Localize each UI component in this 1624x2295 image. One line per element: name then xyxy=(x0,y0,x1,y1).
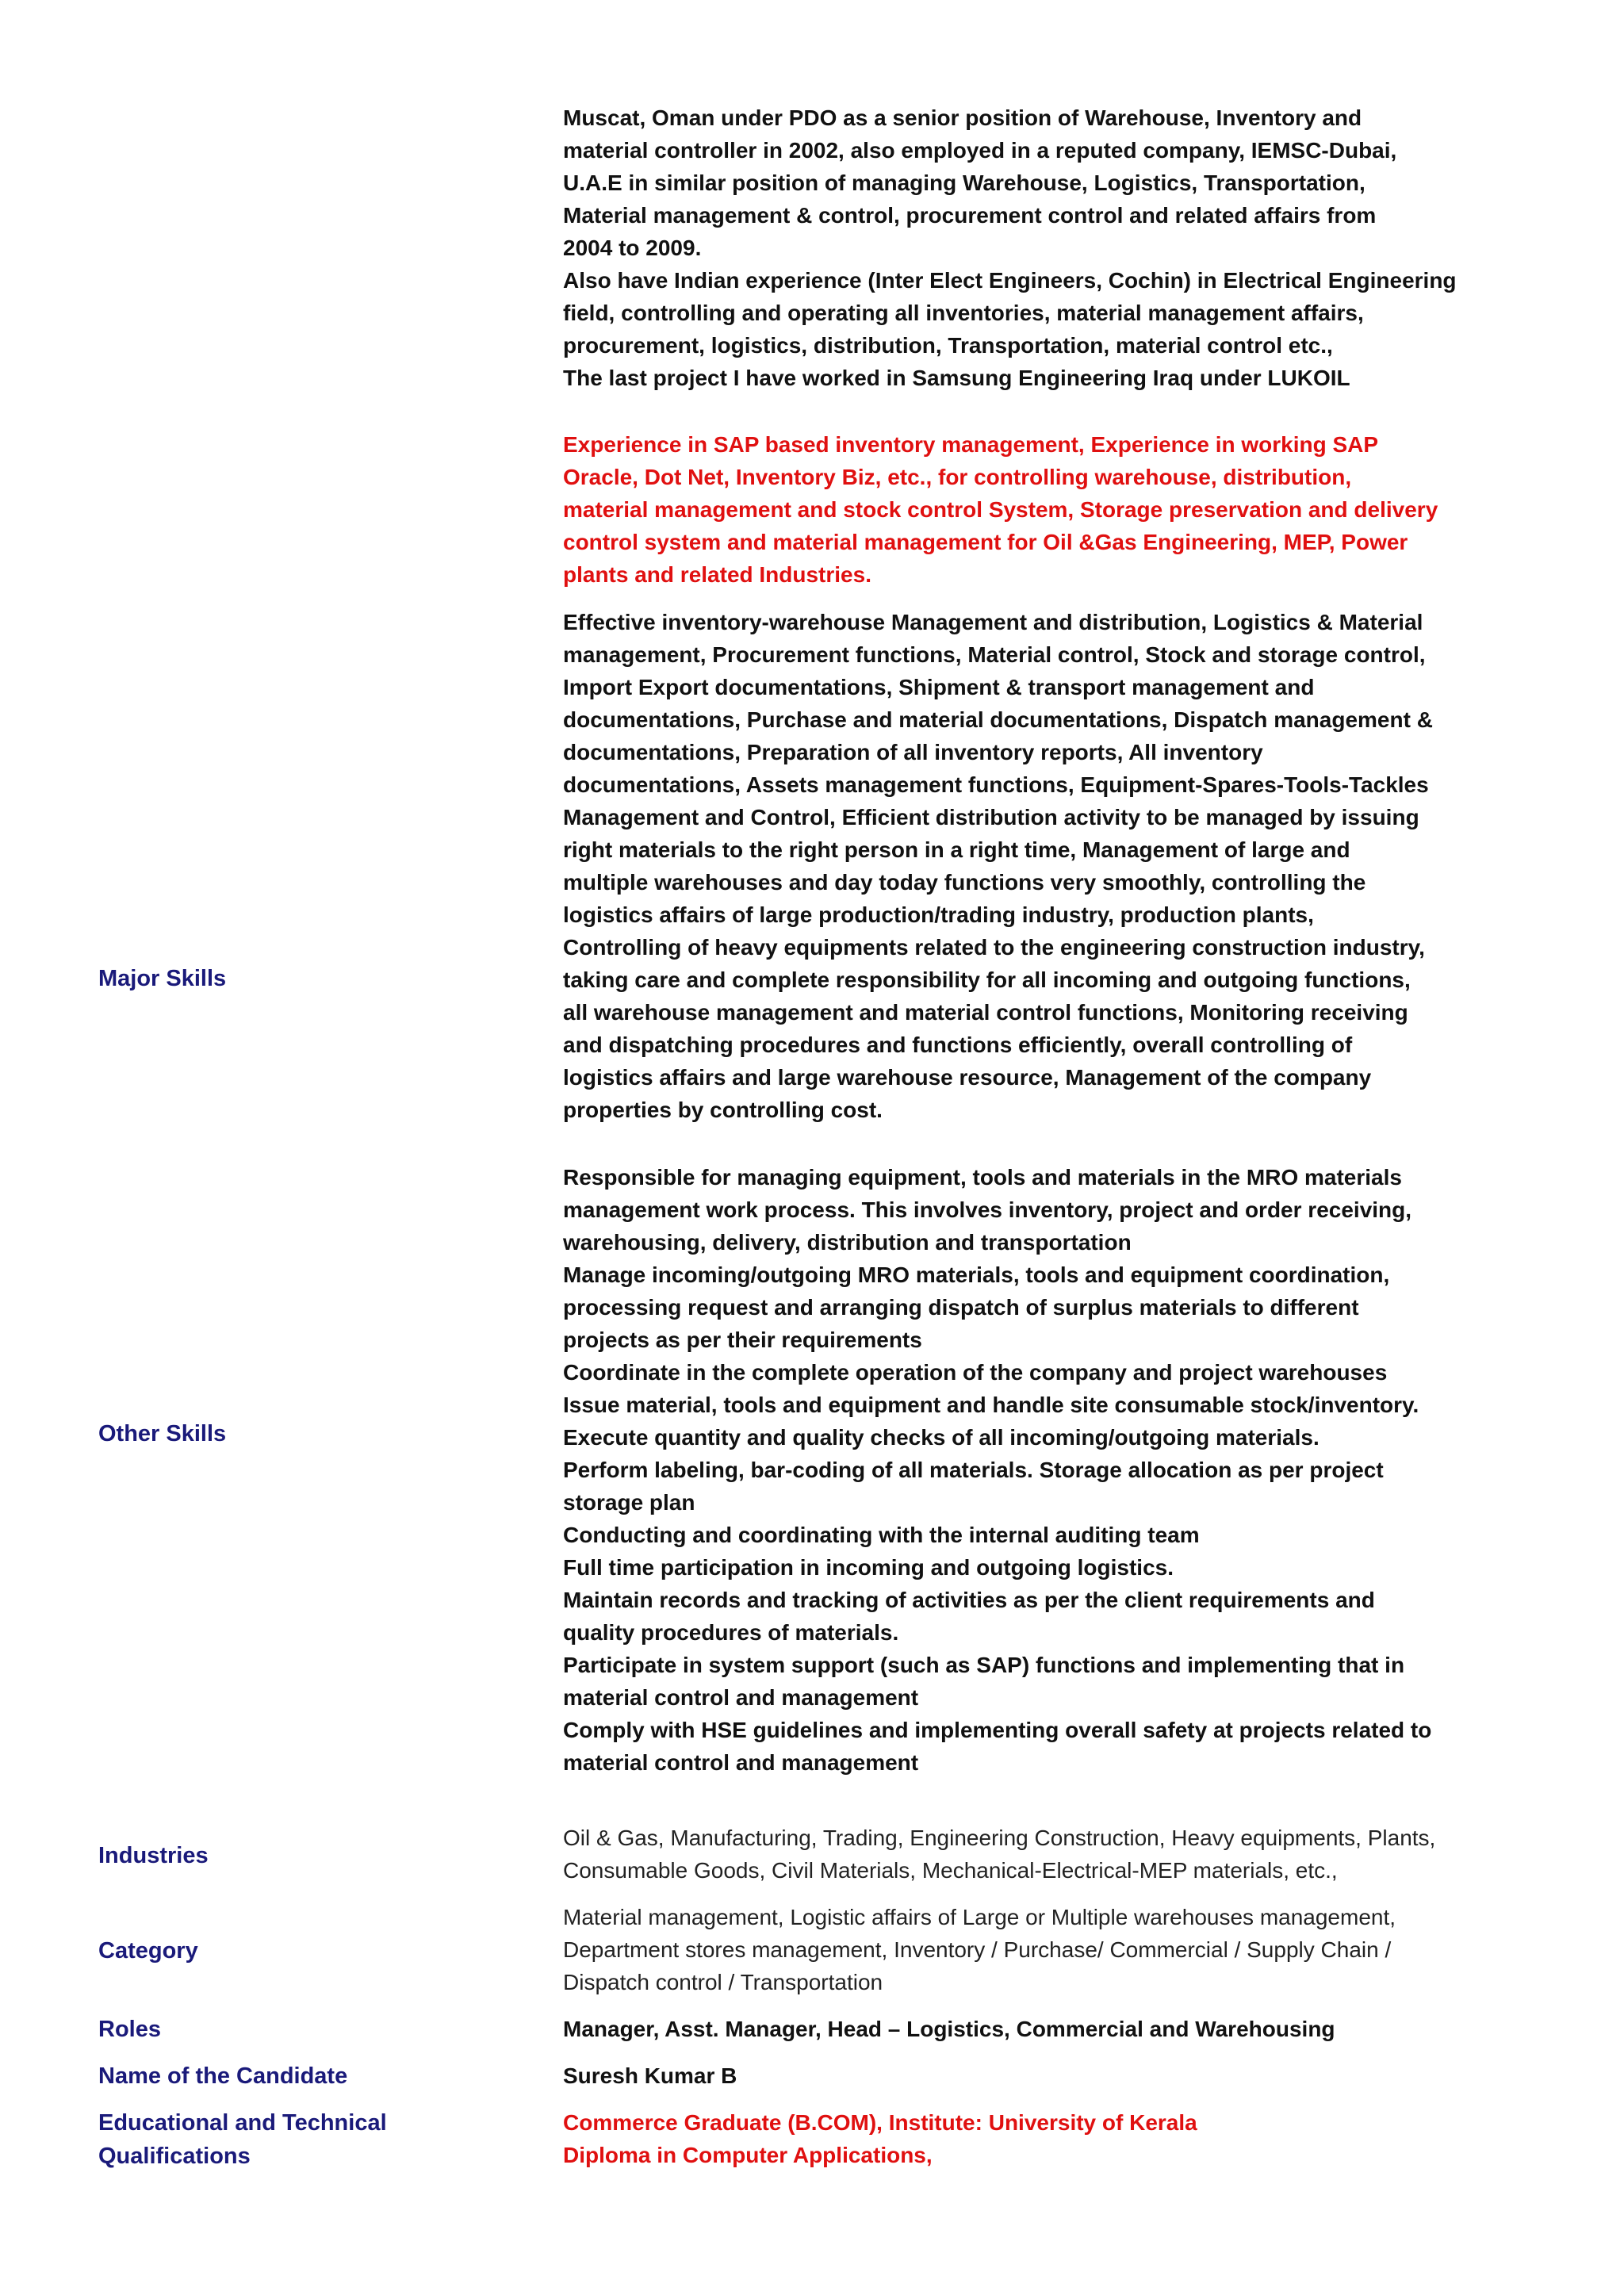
roles-text xyxy=(563,2013,1530,2045)
text-line: Material management & control, procurement control and related affairs from xyxy=(563,203,1377,228)
other-skills-label: Other Skills xyxy=(98,1421,227,1446)
text-line: Conducting and coordinating with the internal auditing team xyxy=(563,1523,1200,1547)
text-line: taking care and complete responsibility for all incoming and outgoing functions, xyxy=(563,967,1411,992)
candidate-name-label: Name of the Candidate xyxy=(98,2063,348,2089)
text-line: Consumable Goods, Civil Materials, Mechanical-Electrical-MEP materials, etc., xyxy=(563,1858,1338,1883)
text-line: Experience in SAP based inventory management, Experience in working SAP xyxy=(563,432,1379,457)
text-line: material control and management xyxy=(563,1750,919,1775)
text-line: Department stores management, Inventory / Purchase/ Commercial / Supply Chain / xyxy=(563,1937,1392,1962)
text-line: properties by controlling cost. xyxy=(563,1098,883,1122)
text-line: projects as per their requirements xyxy=(563,1328,922,1352)
major-skills-label: Major Skills xyxy=(98,966,227,991)
text-line: Management and Control, Efficient distribution activity to be managed by issuing xyxy=(563,805,1419,829)
text-line: Comply with HSE guidelines and implementing overall safety at projects related to xyxy=(563,1718,1432,1742)
text-line: logistics affairs of large production/trading industry, production plants, xyxy=(563,902,1314,927)
roles-label: Roles xyxy=(98,2017,161,2042)
text-line: right materials to the right person in a right time, Management of large and xyxy=(563,837,1350,862)
text-line: all warehouse management and material control functions, Monitoring receiving xyxy=(563,1000,1408,1025)
text-line: Also have Indian experience (Inter Elect Engineers, Cochin) in Electrical Engineering xyxy=(563,268,1457,293)
text-line: Effective inventory-warehouse Management and distribution, Logistics & Material xyxy=(563,610,1423,634)
text-line: Coordinate in the complete operation of the company and project warehouses xyxy=(563,1360,1388,1385)
text-line: The last project I have worked in Samsung Engineering Iraq under LUKOIL xyxy=(563,366,1350,390)
text-line: material controller in 2002, also employed in a reputed company, IEMSC-Dubai, xyxy=(563,138,1397,163)
text-line: Full time participation in incoming and outgoing logistics. xyxy=(563,1555,1174,1580)
text-line: Perform labeling, bar-coding of all materials. Storage allocation as per project xyxy=(563,1458,1384,1482)
text-line: Commerce Graduate (B.COM), Institute: University of Kerala xyxy=(563,2110,1197,2135)
text-line: management, Procurement functions, Material control, Stock and storage control, xyxy=(563,642,1426,667)
text-line: Manager, Asst. Manager, Head – Logistics, Commercial and Warehousing xyxy=(563,2017,1335,2041)
major-skills-text xyxy=(563,606,1530,1126)
text-line: Maintain records and tracking of activities as per the client requirements and xyxy=(563,1588,1375,1612)
text-line: Oil & Gas, Manufacturing, Trading, Engineering Construction, Heavy equipments, Plants, xyxy=(563,1826,1436,1850)
text-line: and dispatching procedures and functions efficiently, overall controlling of xyxy=(563,1033,1353,1057)
text-line: Participate in system support (such as SAP) functions and implementing that in xyxy=(563,1653,1405,1677)
sap-experience xyxy=(563,428,1530,591)
text-line: multiple warehouses and day today functions very smoothly, controlling the xyxy=(563,870,1366,895)
text-line: Suresh Kumar B xyxy=(563,2063,737,2088)
candidate-name xyxy=(563,2059,1530,2092)
text-line: documentations, Preparation of all inventory reports, All inventory xyxy=(563,740,1263,764)
text-line: Diploma in Computer Applications, xyxy=(563,2143,933,2167)
text-line: 2004 to 2009. xyxy=(563,236,702,260)
text-line: Responsible for managing equipment, tools and materials in the MRO materials xyxy=(563,1165,1402,1190)
text-line: material management and stock control System, Storage preservation and delivery xyxy=(563,497,1438,522)
qualifications-label xyxy=(98,2106,542,2173)
text-line: storage plan xyxy=(563,1490,695,1515)
text-line: procurement, logistics, distribution, Transportation, material control etc., xyxy=(563,333,1333,358)
category-label: Category xyxy=(98,1938,198,1964)
industries-label: Industries xyxy=(98,1843,209,1868)
text-line: Muscat, Oman under PDO as a senior position of Warehouse, Inventory and xyxy=(563,105,1362,130)
category-text xyxy=(563,1901,1530,1998)
text-line: control system and material management for Oil &Gas Engineering, MEP, Power xyxy=(563,530,1408,554)
text-line: quality procedures of materials. xyxy=(563,1620,899,1645)
text-line: documentations, Purchase and material documentations, Dispatch management & xyxy=(563,707,1433,732)
text-line: warehousing, delivery, distribution and transportation xyxy=(563,1230,1132,1255)
text-line: U.A.E in similar position of managing Warehouse, Logistics, Transportation, xyxy=(563,170,1365,195)
label-line: Qualifications xyxy=(98,2144,251,2169)
text-line: Execute quantity and quality checks of all incoming/outgoing materials. xyxy=(563,1425,1320,1450)
text-line: plants and related Industries. xyxy=(563,562,871,587)
text-line: Dispatch control / Transportation xyxy=(563,1970,883,1994)
text-line: Import Export documentations, Shipment & transport management and xyxy=(563,675,1315,699)
text-line: Issue material, tools and equipment and handle site consumable stock/inventory. xyxy=(563,1393,1419,1417)
text-line: processing request and arranging dispatch of surplus materials to different xyxy=(563,1295,1359,1320)
text-line: management work process. This involves inventory, project and order receiving, xyxy=(563,1197,1412,1222)
text-line: Material management, Logistic affairs of Large or Multiple warehouses management, xyxy=(563,1905,1396,1929)
text-line: Manage incoming/outgoing MRO materials, tools and equipment coordination, xyxy=(563,1262,1390,1287)
text-line: documentations, Assets management functions, Equipment-Spares-Tools-Tackles xyxy=(563,772,1429,797)
text-line: material control and management xyxy=(563,1685,919,1710)
text-line: Oracle, Dot Net, Inventory Biz, etc., for controlling warehouse, distribution, xyxy=(563,465,1352,489)
industries-text xyxy=(563,1822,1530,1887)
qualifications-text xyxy=(563,2106,1530,2171)
text-line: field, controlling and operating all inventories, material management affairs, xyxy=(563,301,1364,325)
text-line: logistics affairs and large warehouse resource, Management of the company xyxy=(563,1065,1372,1090)
experience-summary xyxy=(563,102,1530,394)
other-skills-text xyxy=(563,1161,1530,1779)
label-line: Educational and Technical xyxy=(98,2110,387,2136)
text-line: Controlling of heavy equipments related to the engineering construction industry, xyxy=(563,935,1425,960)
